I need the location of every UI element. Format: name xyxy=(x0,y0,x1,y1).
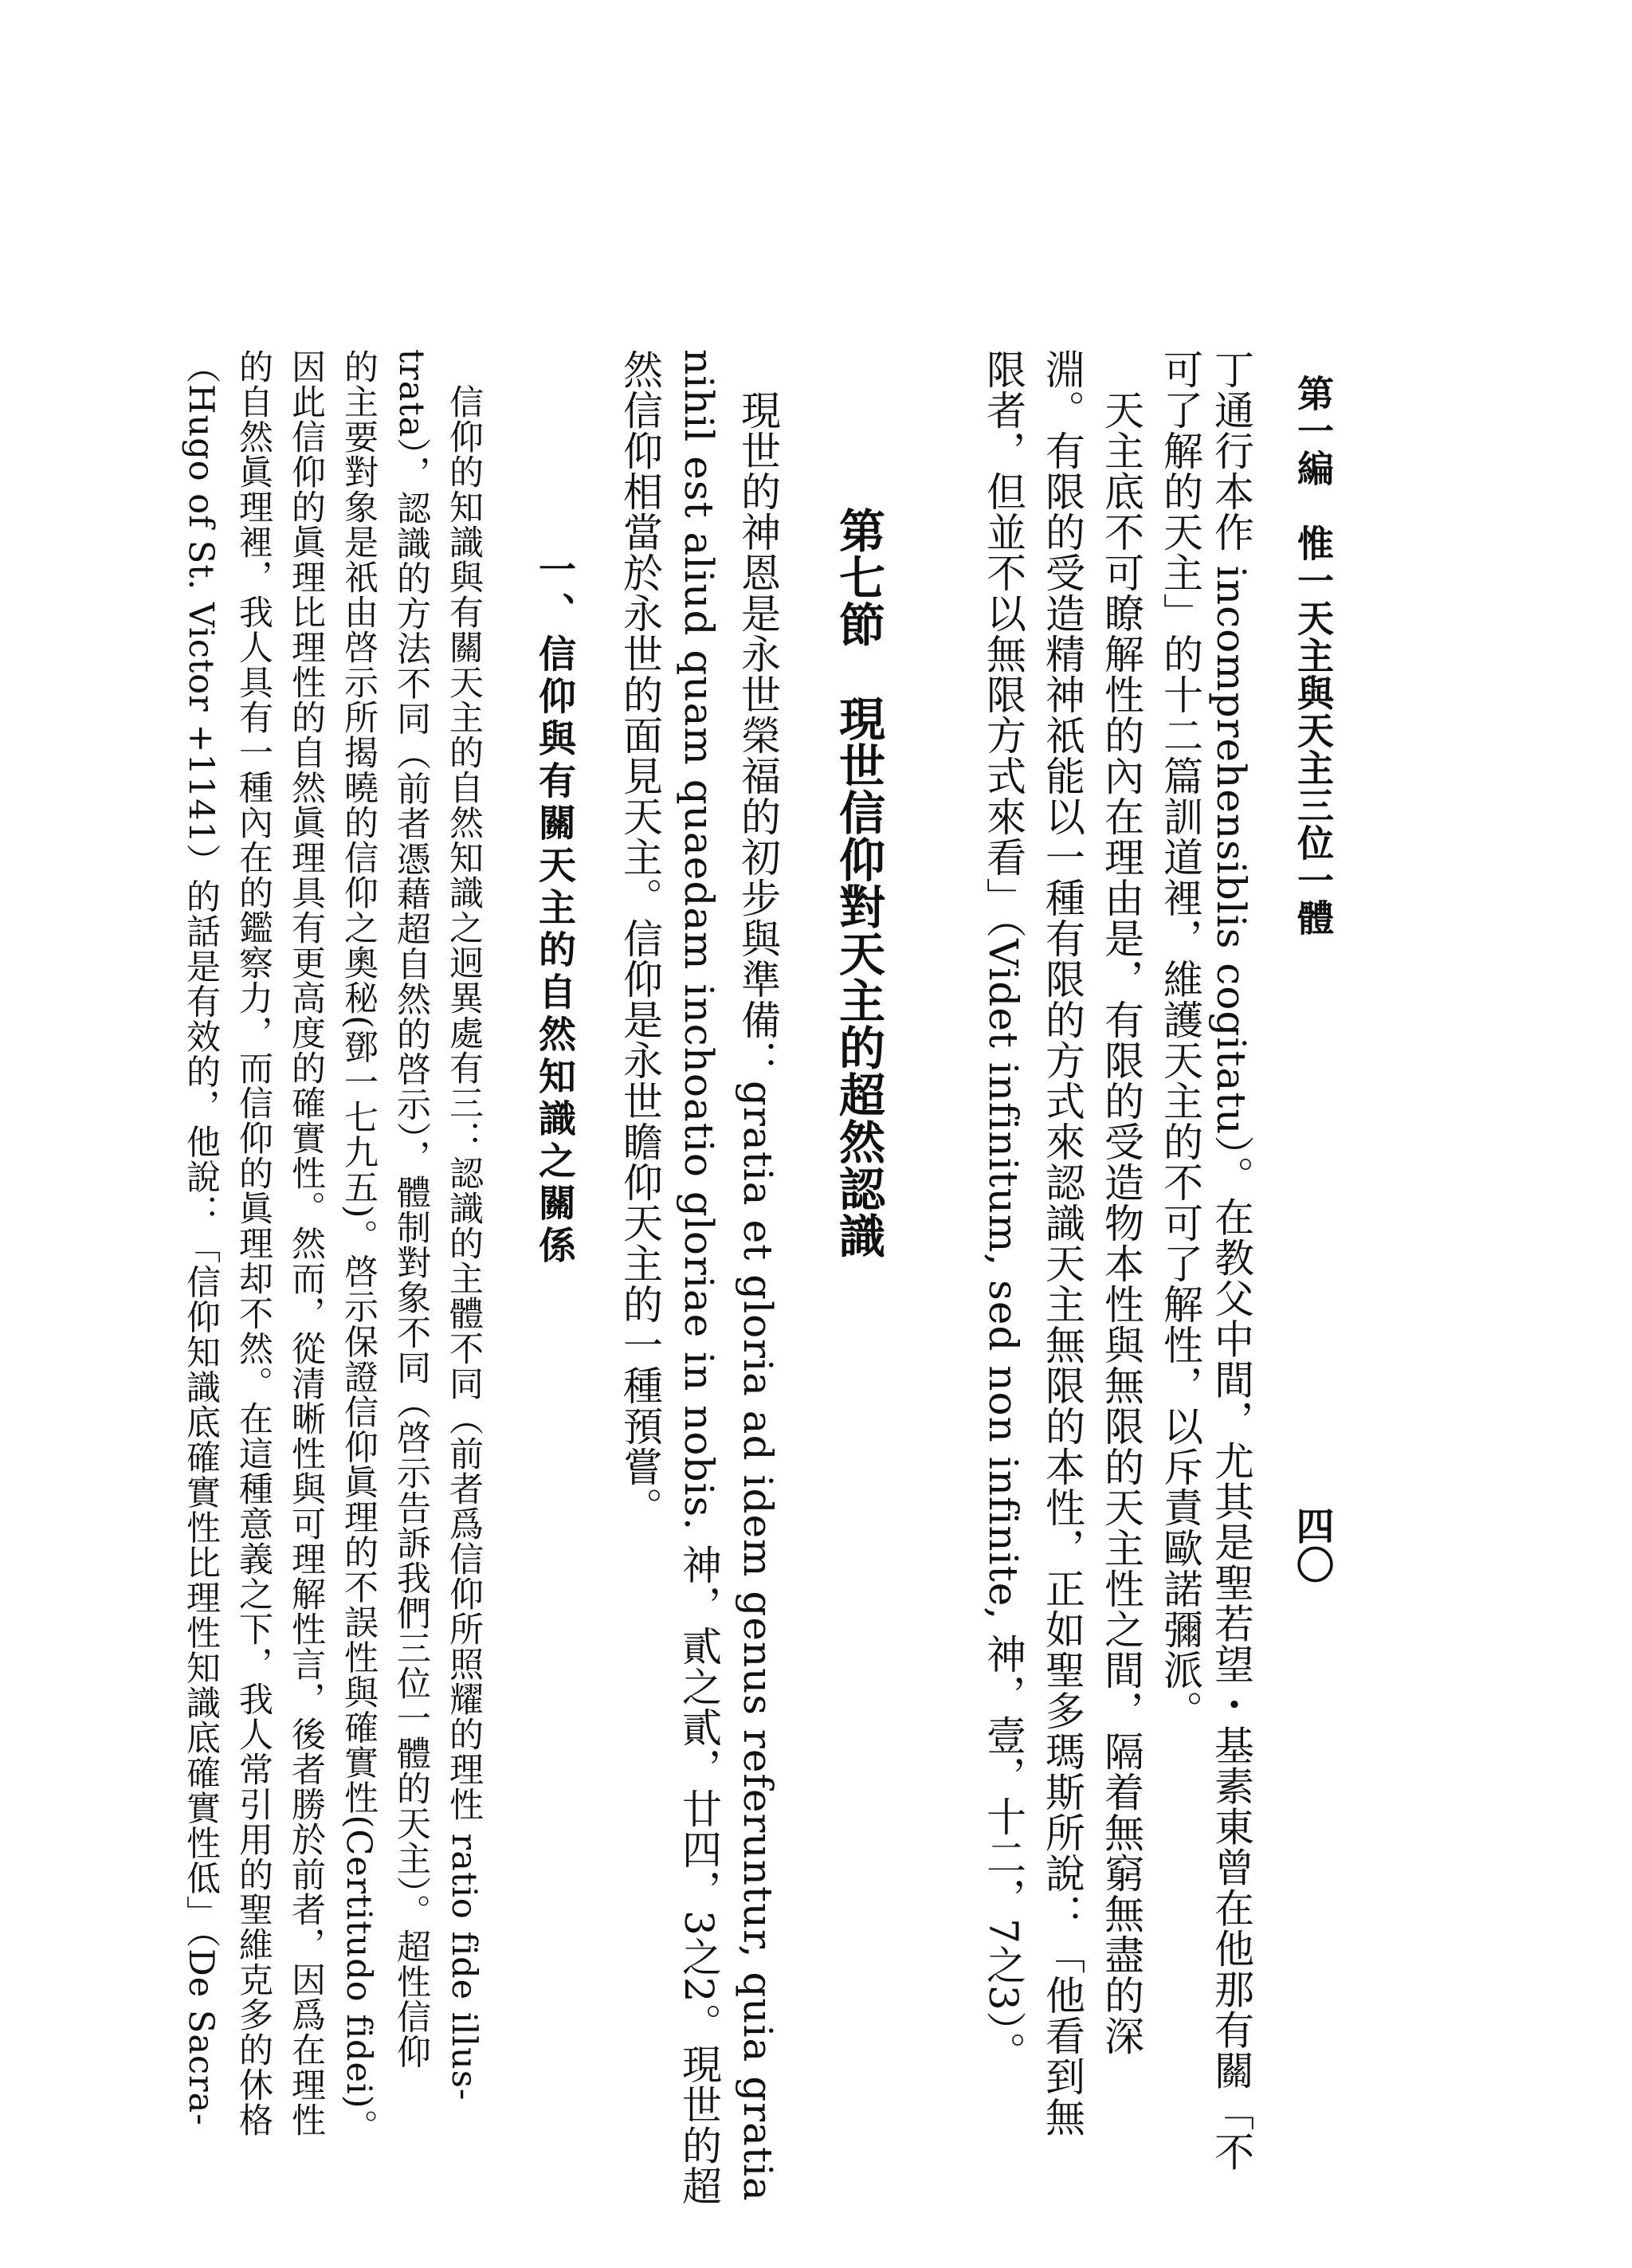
text-column-9: 信仰的知識與有關天主的自然知識之迥異處有三：認識的主體不同（前者爲信仰所照耀的理性 ratio fide illus- xyxy=(444,349,484,2101)
text-column-8: 然信仰相當於永世的面見天主。信仰是永世瞻仰天主的一種預嘗。 xyxy=(617,349,663,1528)
text-column-5: 限者，但並不以無限方式來看」（Videt infinitum, sed non infinite, 神，壹，十二，7之3）。 xyxy=(980,349,1026,2073)
text-column-14: （Hugo of St. Victor +1141）的話是有效的，他說：「信仰知識底確實性比理性知識底確實性低」（De Sacra- xyxy=(181,349,221,2126)
text-column-7: nihil est aliud quam quaedam inchoatio gloriae in nobis. 神，貳之貳，廿四，3之2。現世的超 xyxy=(676,349,722,2207)
text-column-11: 的主要對象是祇由啓示所揭曉的信仰之奧秘(鄧一七九五)。啓示保證信仰眞理的不誤性與確實性(Certitudo fidei)。 xyxy=(339,349,379,2144)
text-column-10: trata），認識的方法不同（前者憑藉超自然的啓示），體制對象不同（啓示告訴我們三位一體的天主）。超性信仰 xyxy=(391,349,431,2070)
text-column-6: 現世的神恩是永世榮福的初步與準備：gratia et gloria ad idem genus referuntur, quia gratia xyxy=(735,349,781,2202)
page-number: 四〇 xyxy=(1289,1506,1334,1584)
text-column-3: 天主底不可瞭解性的內在理由是，有限的受造物本性與無限的天主性之間，隔着無窮無盡的深 xyxy=(1098,349,1144,2056)
text-column-12: 因此信仰的眞理比理性的自然眞理具有更高度的確實性。然而，從清晰性與可理解性言，後者勝於前者，因爲在理性 xyxy=(286,349,326,2137)
text-column-1: 丁通行本作 incomprehensiblis cogitatu）。在教父中間，尤其是聖若望・基素東曾在他那有關「不 xyxy=(1208,349,1254,2172)
running-header-title: 第一編 惟一天主與天主三位一體 xyxy=(1292,375,1335,936)
section-heading: 第七節 現世信仰對天主的超然認識 xyxy=(831,507,885,1259)
subsection-heading: 一、信仰與有關天主的自然知識之關係 xyxy=(532,550,576,1268)
text-column-4: 淵。有限的受造精神祇能以一種有限的方式來認識天主無限的本性，正如聖多瑪斯所說：「他看到無 xyxy=(1039,349,1085,2137)
text-column-2: 可了解的天主」的十二篇訓道裡，維護天主的不可了解性，以斥責歐諾彌派。 xyxy=(1157,349,1203,1731)
text-column-13: 的自然眞理裡，我人具有一種內在的鑑察力，而信仰的眞理却不然。在這種意義之下，我人常引用的聖維克多的休格 xyxy=(233,349,273,2137)
